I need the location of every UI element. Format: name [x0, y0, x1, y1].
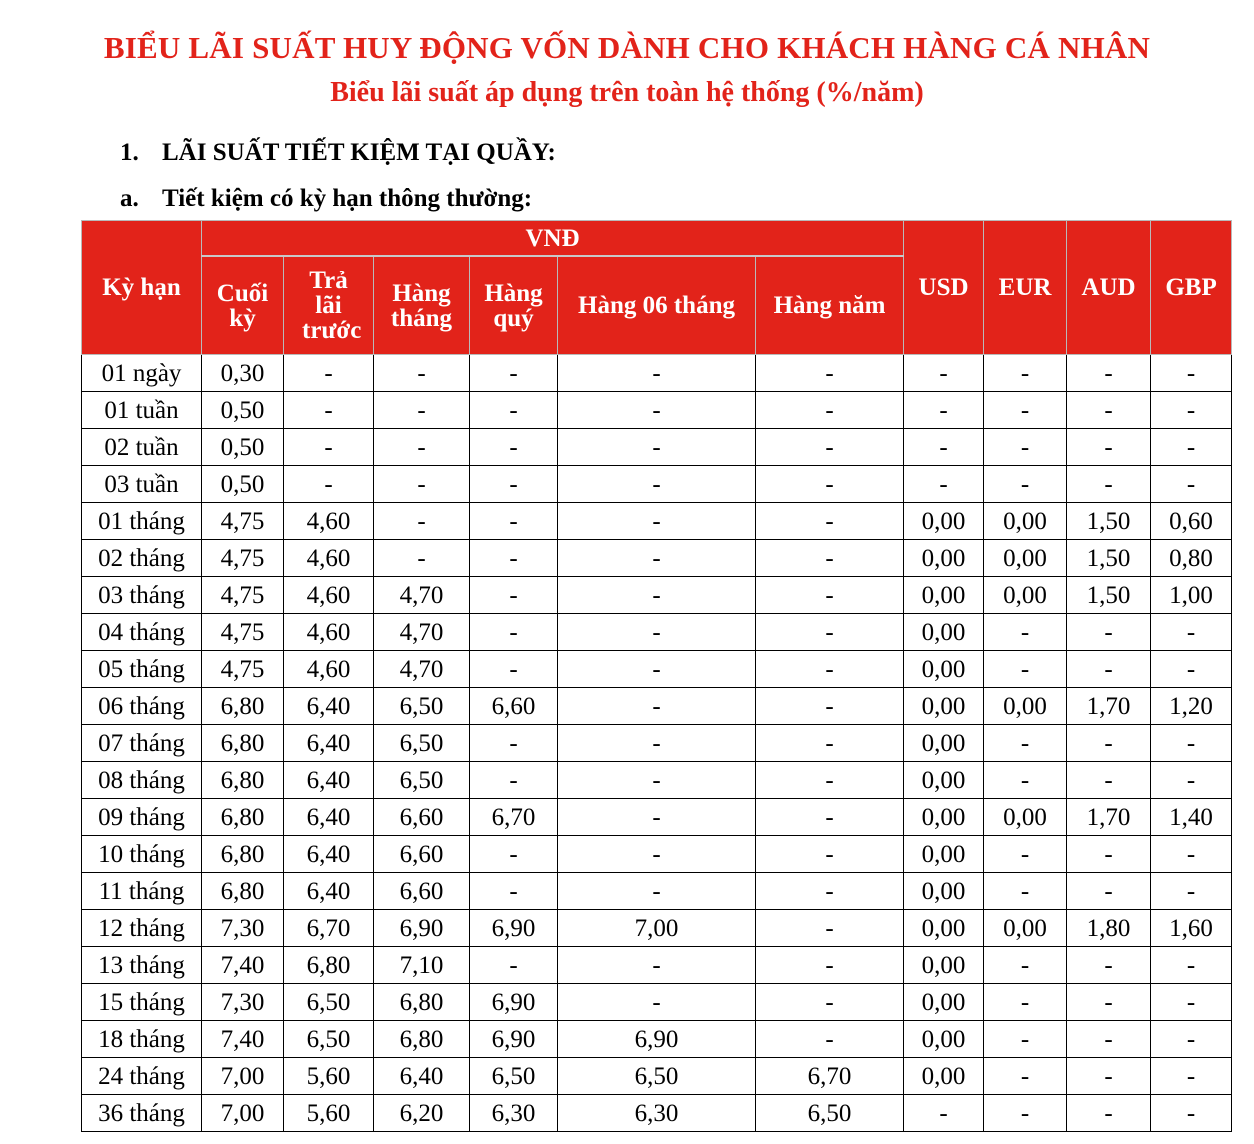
rate-cell: 0,00	[904, 762, 984, 799]
term-cell: 15 tháng	[82, 984, 202, 1021]
rate-cell: 7,00	[202, 1095, 284, 1132]
rate-cell: -	[1067, 614, 1151, 651]
table-row	[82, 762, 1232, 799]
rate-cell: 4,60	[284, 540, 374, 577]
rate-cell: 6,80	[202, 799, 284, 836]
rate-cell: 1,60	[1151, 910, 1232, 947]
term-cell: 03 tháng	[82, 577, 202, 614]
table-row	[82, 688, 1232, 725]
rate-cell: -	[904, 466, 984, 503]
rate-cell: -	[1151, 984, 1232, 1021]
rate-cell: -	[756, 688, 904, 725]
term-cell: 01 ngày	[82, 355, 202, 392]
rate-cell: -	[1067, 1021, 1151, 1058]
rate-cell: -	[558, 873, 756, 910]
rate-cell: -	[756, 799, 904, 836]
rate-cell: 6,80	[202, 688, 284, 725]
rate-cell: -	[470, 503, 558, 540]
section-heading-1a	[120, 185, 532, 213]
term-cell: 05 tháng	[82, 651, 202, 688]
rate-cell: -	[558, 540, 756, 577]
table-row	[82, 1095, 1232, 1132]
rate-cell: 4,60	[284, 651, 374, 688]
rate-cell: -	[1067, 1095, 1151, 1132]
rate-cell: 0,00	[904, 1058, 984, 1095]
rate-cell: 4,60	[284, 577, 374, 614]
header-hang-thang: Hàng tháng	[374, 256, 470, 355]
rate-cell: -	[756, 540, 904, 577]
header-hang-nam: Hàng năm	[756, 256, 904, 355]
rate-cell: 1,80	[1067, 910, 1151, 947]
header-hang-06-thang: Hàng 06 tháng	[558, 256, 756, 355]
term-cell: 02 tháng	[82, 540, 202, 577]
rate-cell: -	[984, 836, 1067, 873]
rate-cell: 4,75	[202, 540, 284, 577]
rate-cell: 6,20	[374, 1095, 470, 1132]
table-body	[82, 355, 1232, 1132]
rate-cell: 6,70	[284, 910, 374, 947]
rate-cell: 5,60	[284, 1058, 374, 1095]
rate-cell: 0,00	[904, 984, 984, 1021]
rate-cell: -	[1151, 725, 1232, 762]
rate-cell: 6,40	[284, 836, 374, 873]
rate-cell: 7,40	[202, 947, 284, 984]
table-row	[82, 540, 1232, 577]
rate-cell: -	[756, 503, 904, 540]
rate-cell: 4,70	[374, 614, 470, 651]
rate-cell: 6,60	[374, 836, 470, 873]
rate-cell: 7,10	[374, 947, 470, 984]
rate-cell: 1,00	[1151, 577, 1232, 614]
rate-cell: -	[1067, 392, 1151, 429]
rate-cell: 6,50	[374, 688, 470, 725]
section-heading-1	[120, 139, 556, 167]
rate-cell: -	[904, 429, 984, 466]
header-tra-lai-truoc: Trả lãi trước	[284, 256, 374, 355]
rate-cell: 7,00	[202, 1058, 284, 1095]
table-row	[82, 577, 1232, 614]
rate-cell: -	[558, 799, 756, 836]
section-number: 1.	[120, 139, 139, 166]
rate-cell: 0,00	[904, 688, 984, 725]
rate-cell: 6,70	[756, 1058, 904, 1095]
rate-cell: 0,00	[984, 910, 1067, 947]
rate-cell: 6,90	[470, 1021, 558, 1058]
section-title: LÃI SUẤT TIẾT KIỆM TẠI QUẦY:	[162, 139, 556, 166]
term-cell: 11 tháng	[82, 873, 202, 910]
table-row	[82, 651, 1232, 688]
rate-cell: -	[756, 466, 904, 503]
rate-cell: -	[558, 762, 756, 799]
term-cell: 12 tháng	[82, 910, 202, 947]
table-row	[82, 799, 1232, 836]
rate-cell: -	[984, 355, 1067, 392]
page-title: BIỂU LÃI SUẤT HUY ĐỘNG VỐN DÀNH CHO KHÁCH HÀNG CÁ NHÂN	[103, 30, 1151, 65]
rate-cell: -	[470, 762, 558, 799]
rate-cell: 7,30	[202, 984, 284, 1021]
rate-cell: -	[1151, 762, 1232, 799]
rate-cell: -	[470, 725, 558, 762]
rate-cell: -	[984, 392, 1067, 429]
page-subtitle: Biểu lãi suất áp dụng trên toàn hệ thống (%/năm)	[330, 77, 924, 108]
rate-cell: -	[1151, 836, 1232, 873]
term-cell: 07 tháng	[82, 725, 202, 762]
header-eur: EUR	[984, 221, 1067, 355]
rate-cell: 0,00	[904, 540, 984, 577]
header-ky-han: Kỳ hạn	[82, 221, 202, 355]
rate-cell: -	[284, 466, 374, 503]
rate-cell: 6,90	[470, 984, 558, 1021]
table-row	[82, 947, 1232, 984]
rate-cell: 0,00	[904, 725, 984, 762]
rate-cell: -	[374, 540, 470, 577]
rate-cell: 6,60	[374, 799, 470, 836]
rate-cell: 0,30	[202, 355, 284, 392]
rate-cell: -	[470, 651, 558, 688]
rate-cell: -	[984, 873, 1067, 910]
rate-cell: -	[984, 614, 1067, 651]
rate-cell: -	[284, 392, 374, 429]
rate-cell: -	[558, 651, 756, 688]
rate-cell: -	[470, 873, 558, 910]
table-row	[82, 725, 1232, 762]
rate-cell: 6,40	[284, 799, 374, 836]
rate-cell: -	[756, 429, 904, 466]
rate-cell: -	[984, 947, 1067, 984]
rate-cell: -	[374, 392, 470, 429]
rate-cell: -	[756, 910, 904, 947]
rate-cell: 1,50	[1067, 540, 1151, 577]
rate-cell: 1,40	[1151, 799, 1232, 836]
rate-cell: 4,75	[202, 614, 284, 651]
rate-cell: 0,60	[1151, 503, 1232, 540]
rate-cell: -	[756, 577, 904, 614]
rate-cell: -	[756, 1021, 904, 1058]
rate-cell: -	[558, 984, 756, 1021]
rate-cell: 6,50	[470, 1058, 558, 1095]
section-number: a.	[120, 185, 139, 212]
rate-cell: -	[374, 429, 470, 466]
rate-cell: -	[756, 392, 904, 429]
term-cell: 10 tháng	[82, 836, 202, 873]
rate-cell: 0,50	[202, 392, 284, 429]
rate-cell: -	[1067, 651, 1151, 688]
rate-cell: 0,00	[984, 688, 1067, 725]
header-vnd: VNĐ	[202, 221, 904, 257]
rate-cell: 4,70	[374, 651, 470, 688]
rate-cell: -	[756, 947, 904, 984]
rate-cell: -	[1067, 947, 1151, 984]
rate-cell: 4,75	[202, 577, 284, 614]
rate-cell: 4,75	[202, 503, 284, 540]
rate-cell: -	[756, 651, 904, 688]
rate-cell: 4,60	[284, 503, 374, 540]
table-row	[82, 429, 1232, 466]
rate-cell: 1,50	[1067, 503, 1151, 540]
rate-cell: 0,00	[984, 503, 1067, 540]
interest-rate-table	[81, 220, 1232, 1132]
rate-cell: -	[374, 355, 470, 392]
rate-cell: -	[470, 392, 558, 429]
rate-cell: 6,60	[374, 873, 470, 910]
rate-cell: -	[904, 1095, 984, 1132]
rate-cell: -	[1067, 725, 1151, 762]
table-row	[82, 392, 1232, 429]
term-cell: 13 tháng	[82, 947, 202, 984]
table-row	[82, 503, 1232, 540]
header-cuoi-ky: Cuối kỳ	[202, 256, 284, 355]
rate-cell: 0,00	[984, 540, 1067, 577]
rate-cell: 0,00	[904, 503, 984, 540]
rate-cell: 6,50	[374, 725, 470, 762]
rate-cell: 6,80	[202, 873, 284, 910]
rate-cell: 0,00	[904, 910, 984, 947]
rate-cell: -	[558, 429, 756, 466]
rate-cell: 0,00	[904, 836, 984, 873]
rate-cell: -	[984, 984, 1067, 1021]
section-title: Tiết kiệm có kỳ hạn thông thường:	[162, 185, 533, 212]
rate-cell: 6,30	[558, 1095, 756, 1132]
term-cell: 03 tuần	[82, 466, 202, 503]
rate-cell: 0,00	[904, 614, 984, 651]
rate-cell: -	[756, 836, 904, 873]
rate-cell: -	[470, 836, 558, 873]
rate-cell: -	[558, 614, 756, 651]
rate-cell: 6,40	[284, 725, 374, 762]
rate-cell: -	[984, 651, 1067, 688]
table-row	[82, 984, 1232, 1021]
table-row	[82, 1058, 1232, 1095]
rate-cell: -	[558, 947, 756, 984]
rate-cell: -	[1151, 1021, 1232, 1058]
rate-cell: 6,40	[374, 1058, 470, 1095]
rate-cell: 6,80	[374, 984, 470, 1021]
rate-cell: 7,40	[202, 1021, 284, 1058]
rate-cell: -	[1151, 947, 1232, 984]
rate-cell: 0,00	[904, 577, 984, 614]
rate-cell: -	[470, 540, 558, 577]
rate-cell: 1,70	[1067, 688, 1151, 725]
rate-cell: -	[1067, 429, 1151, 466]
rate-cell: 0,50	[202, 466, 284, 503]
rate-cell: 6,80	[202, 836, 284, 873]
rate-cell: 4,60	[284, 614, 374, 651]
rate-cell: -	[1151, 392, 1232, 429]
rate-cell: 0,00	[904, 947, 984, 984]
rate-cell: -	[374, 503, 470, 540]
term-cell: 04 tháng	[82, 614, 202, 651]
rate-cell: 6,40	[284, 688, 374, 725]
rate-cell: -	[1151, 614, 1232, 651]
rate-cell: -	[1067, 466, 1151, 503]
term-cell: 06 tháng	[82, 688, 202, 725]
rate-cell: -	[470, 614, 558, 651]
rate-cell: -	[904, 392, 984, 429]
rate-cell: -	[1151, 651, 1232, 688]
header-aud: AUD	[1067, 221, 1151, 355]
term-cell: 18 tháng	[82, 1021, 202, 1058]
rate-cell: 0,00	[904, 799, 984, 836]
table-row	[82, 355, 1232, 392]
rate-cell: 4,70	[374, 577, 470, 614]
term-cell: 08 tháng	[82, 762, 202, 799]
rate-cell: -	[984, 1021, 1067, 1058]
table-row	[82, 614, 1232, 651]
rate-cell: -	[284, 429, 374, 466]
rate-cell: -	[1067, 1058, 1151, 1095]
rate-cell: 0,50	[202, 429, 284, 466]
rate-cell: -	[1067, 873, 1151, 910]
rate-cell: -	[470, 355, 558, 392]
rate-cell: -	[284, 355, 374, 392]
rate-cell: 6,40	[284, 873, 374, 910]
term-cell: 02 tuần	[82, 429, 202, 466]
rate-cell: -	[1151, 355, 1232, 392]
rate-cell: 6,80	[202, 762, 284, 799]
rate-cell: -	[1151, 873, 1232, 910]
rate-cell: 6,80	[284, 947, 374, 984]
rate-cell: 0,00	[904, 651, 984, 688]
term-cell: 36 tháng	[82, 1095, 202, 1132]
table-row	[82, 1021, 1232, 1058]
rate-cell: 6,90	[558, 1021, 756, 1058]
rate-cell: 6,90	[374, 910, 470, 947]
rate-cell: -	[984, 762, 1067, 799]
rate-cell: -	[756, 873, 904, 910]
rate-cell: -	[558, 466, 756, 503]
rate-cell: -	[756, 762, 904, 799]
rate-cell: 6,40	[284, 762, 374, 799]
rate-cell: -	[558, 725, 756, 762]
rate-cell: -	[1067, 762, 1151, 799]
rate-cell: 5,60	[284, 1095, 374, 1132]
rate-cell: -	[984, 429, 1067, 466]
table-row	[82, 873, 1232, 910]
rate-cell: -	[558, 392, 756, 429]
term-cell: 01 tháng	[82, 503, 202, 540]
rate-cell: -	[1067, 355, 1151, 392]
rate-cell: 6,70	[470, 799, 558, 836]
rate-cell: -	[756, 614, 904, 651]
rate-cell: 1,50	[1067, 577, 1151, 614]
rate-cell: -	[1151, 1058, 1232, 1095]
rate-cell: 0,00	[904, 1021, 984, 1058]
rate-cell: -	[756, 725, 904, 762]
rate-cell: -	[470, 466, 558, 503]
rate-cell: -	[558, 577, 756, 614]
rate-cell: -	[904, 355, 984, 392]
rate-cell: -	[558, 836, 756, 873]
table-row	[82, 836, 1232, 873]
rate-cell: 6,80	[202, 725, 284, 762]
rate-cell: -	[756, 355, 904, 392]
rate-cell: -	[558, 355, 756, 392]
rate-cell: -	[470, 947, 558, 984]
rate-cell: 0,00	[904, 873, 984, 910]
rate-cell: -	[1151, 1095, 1232, 1132]
rate-cell: -	[1067, 984, 1151, 1021]
term-cell: 24 tháng	[82, 1058, 202, 1095]
rate-cell: -	[984, 1095, 1067, 1132]
rate-cell: -	[558, 503, 756, 540]
term-cell: 01 tuần	[82, 392, 202, 429]
rate-cell: 0,00	[984, 799, 1067, 836]
rate-cell: 1,70	[1067, 799, 1151, 836]
rate-cell: -	[374, 466, 470, 503]
header-hang-quy: Hàng quý	[470, 256, 558, 355]
rate-cell: 0,80	[1151, 540, 1232, 577]
rate-cell: -	[470, 577, 558, 614]
rate-cell: 6,90	[470, 910, 558, 947]
table-row	[82, 910, 1232, 947]
rate-cell: 6,60	[470, 688, 558, 725]
header-gbp: GBP	[1151, 221, 1232, 355]
rate-cell: 6,50	[284, 1021, 374, 1058]
rate-cell: 6,50	[756, 1095, 904, 1132]
term-cell: 09 tháng	[82, 799, 202, 836]
rate-cell: 0,00	[984, 577, 1067, 614]
rate-cell: -	[1151, 429, 1232, 466]
rate-cell: 6,30	[470, 1095, 558, 1132]
rate-cell: 1,20	[1151, 688, 1232, 725]
rate-cell: -	[558, 688, 756, 725]
rate-cell: 6,80	[374, 1021, 470, 1058]
rate-cell: 7,30	[202, 910, 284, 947]
rate-cell: -	[984, 466, 1067, 503]
rate-cell: -	[1067, 836, 1151, 873]
rate-cell: -	[470, 429, 558, 466]
rate-cell: -	[756, 984, 904, 1021]
rate-cell: 7,00	[558, 910, 756, 947]
table-row	[82, 466, 1232, 503]
rate-cell: 6,50	[284, 984, 374, 1021]
rate-cell: 6,50	[558, 1058, 756, 1095]
rate-cell: 6,50	[374, 762, 470, 799]
rate-cell: -	[1151, 466, 1232, 503]
rate-cell: 4,75	[202, 651, 284, 688]
rate-cell: -	[984, 725, 1067, 762]
header-usd: USD	[904, 221, 984, 355]
rate-cell: -	[984, 1058, 1067, 1095]
